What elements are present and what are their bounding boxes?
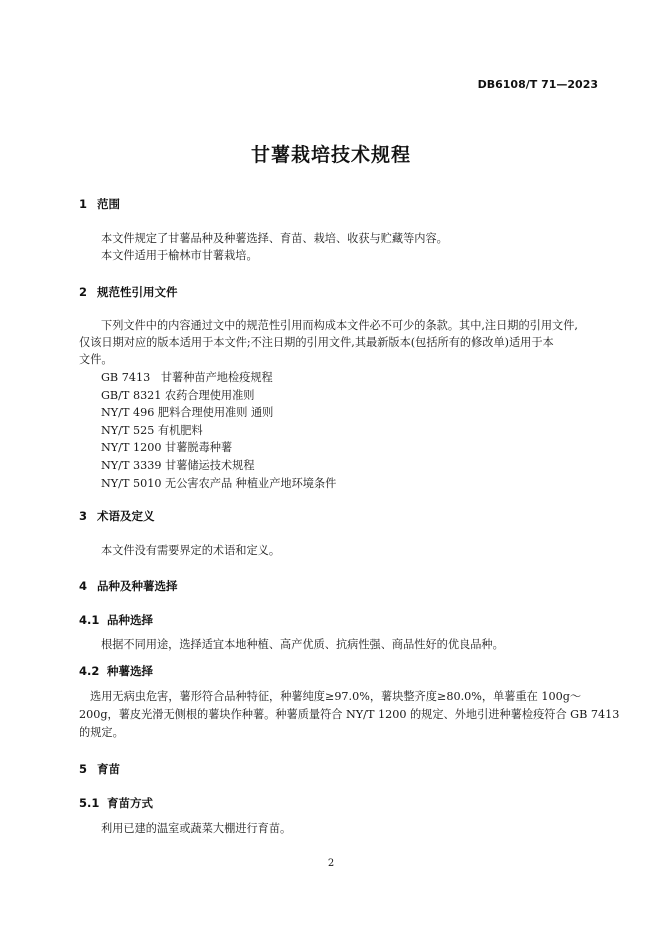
section-2-intro-line-1: 下列文件中的内容通过文中的规范性引用而构成本文件必不可少的条款。其中,注日期的引用文件,: [101, 319, 578, 332]
reference-code: NY/T 3339: [101, 459, 162, 472]
document-number: DB6108/T 71—2023: [477, 78, 598, 91]
reference-item: [101, 387, 255, 403]
section-title: 术语及定义: [97, 509, 155, 523]
section-5-heading: [79, 761, 120, 777]
section-number: 4: [79, 579, 88, 593]
reference-item: [101, 404, 273, 420]
section-title: 品种及种薯选择: [97, 579, 178, 593]
reference-title: 无公害农产品 种植业产地环境条件: [165, 476, 337, 490]
section-number: 2: [79, 285, 88, 299]
reference-item: [101, 422, 203, 438]
reference-code: NY/T 1200: [101, 441, 162, 455]
section-1-paragraph-2: 本文件适用于榆林市甘薯栽培。: [101, 249, 258, 262]
subsection-4-1-heading: [79, 612, 153, 628]
reference-title: 甘薯脱毒种薯: [165, 441, 233, 455]
subsection-5-1-heading: [79, 795, 153, 811]
section-2-intro-line-3: 文件。: [79, 353, 113, 366]
reference-title: 甘薯储运技术规程: [165, 459, 255, 472]
section-2-heading: [79, 284, 178, 300]
section-number: 1: [79, 197, 88, 211]
subsection-title: 品种选择: [107, 613, 153, 627]
section-3-heading: [79, 508, 155, 524]
reference-code: NY/T 496: [101, 406, 155, 420]
subsection-number: 5.1: [79, 796, 100, 810]
section-4-heading: [79, 578, 178, 594]
subsection-5-1-paragraph: 利用已建的温室或蔬菜大棚进行育苗。: [101, 822, 292, 835]
section-number: 3: [79, 509, 88, 523]
reference-item: [101, 475, 336, 491]
reference-title: 有机肥料: [157, 423, 203, 437]
document-title: 甘薯栽培技术规程: [250, 144, 411, 166]
page-number: 2: [327, 858, 335, 869]
subsection-title: 育苗方式: [107, 796, 153, 810]
reference-item: [101, 369, 273, 385]
section-title: 范围: [97, 197, 120, 211]
subsection-4-2-line-1: 选用无病虫危害，薯形符合品种特征，种薯纯度≥97.0%，薯块整齐度≥80.0%，单薯重在 100g～: [90, 690, 582, 703]
section-1-paragraph-1: 本文件规定了甘薯品种及种薯选择、育苗、栽培、收获与贮藏等内容。: [101, 232, 448, 245]
reference-code: GB 7413: [101, 371, 151, 384]
subsection-title: 种薯选择: [107, 664, 153, 678]
reference-title: 农药合理使用准则: [164, 388, 255, 402]
reference-code: GB/T 8321: [101, 388, 162, 402]
section-2-intro-line-2: 仅该日期对应的版本适用于本文件;不注日期的引用文件,其最新版本(包括所有的修改单)适用于本: [79, 336, 554, 349]
reference-item: [101, 457, 255, 473]
reference-item: [101, 439, 232, 455]
subsection-number: 4.2: [79, 664, 100, 678]
section-1-heading: [79, 196, 120, 212]
section-number: 5: [79, 762, 88, 776]
subsection-number: 4.1: [79, 613, 100, 627]
section-3-paragraph-1: 本文件没有需要界定的术语和定义。: [101, 544, 281, 557]
reference-code: NY/T 5010: [101, 476, 162, 490]
subsection-4-1-paragraph: 根据不同用途，选择适宜本地种植、高产优质、抗病性强、商品性好的优良品种。: [101, 638, 504, 651]
reference-code: NY/T 525: [101, 423, 155, 437]
reference-title: 肥料合理使用准则 通则: [157, 406, 274, 420]
subsection-4-2-line-3: 的规定。: [79, 726, 124, 739]
reference-title: 甘薯种苗产地检疫规程: [160, 371, 273, 384]
section-title: 育苗: [97, 762, 120, 776]
subsection-4-2-line-2: 200g，薯皮光滑无侧根的薯块作种薯。种薯质量符合 NY/T 1200 的规定、外地引进种薯检疫符合 GB 7413: [79, 708, 620, 721]
section-title: 规范性引用文件: [97, 285, 178, 299]
subsection-4-2-heading: [79, 663, 153, 679]
